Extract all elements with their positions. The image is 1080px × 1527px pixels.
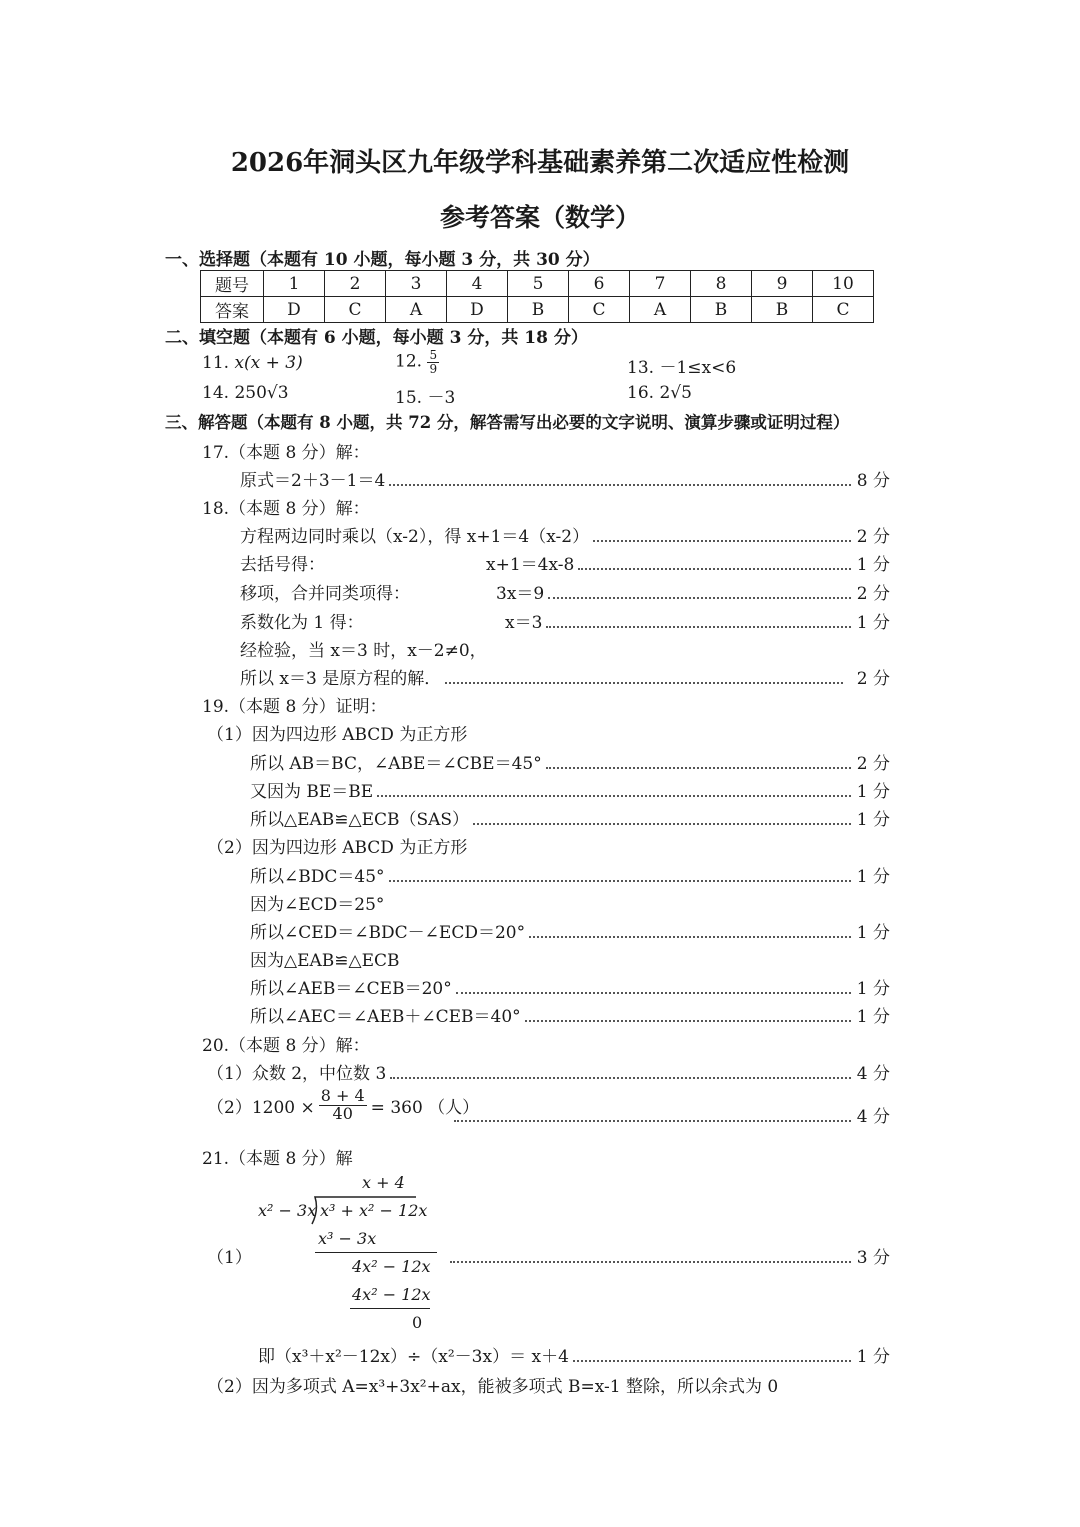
step-score: 4 分	[856, 1064, 890, 1084]
division-quotient: x + 4	[362, 1173, 405, 1192]
dot-leader	[450, 1261, 851, 1263]
fraction-numerator: 5	[429, 348, 438, 362]
step-text: （2）1200 ×	[207, 1097, 315, 1118]
q17-line	[240, 466, 890, 491]
division-rule	[350, 1308, 430, 1309]
q19-line-2	[250, 777, 890, 802]
step-text: = 360 （人）	[370, 1097, 480, 1118]
q19-line-5: 因为∠ECD＝25°	[250, 895, 385, 915]
q18-line-6	[240, 664, 890, 689]
table-cell: 10	[813, 271, 874, 297]
q18-line-5: 经检验，当 x＝3 时，x－2≠0，	[240, 641, 487, 661]
division-rule	[315, 1252, 437, 1253]
q20-score-row	[450, 1102, 890, 1127]
dot-leader	[578, 568, 850, 570]
division-remainder: 0	[412, 1313, 423, 1332]
question-number: 16.	[627, 383, 655, 403]
page-subtitle: 参考答案（数学）	[439, 203, 640, 232]
step-score: 3 分	[856, 1248, 890, 1268]
answer-14	[202, 383, 289, 403]
step-score: 2 分	[856, 669, 890, 689]
step-score: 1 分	[856, 555, 890, 575]
division-step-3: 4x² − 12x	[352, 1285, 431, 1304]
section2-heading: 二、填空题（本题有 6 小题，每小题 3 分，共 18 分）	[165, 328, 588, 348]
step-text: 所以∠BDC＝45°	[250, 867, 385, 887]
table-cell: C	[325, 297, 386, 323]
q18-line-1	[240, 522, 890, 547]
fraction-denominator: 40	[332, 1103, 353, 1123]
dot-leader	[546, 767, 851, 769]
division-divisor: x² − 3x	[258, 1201, 317, 1220]
step-score: 2 分	[856, 584, 890, 604]
table-cell: 6	[569, 271, 630, 297]
table-cell: 8	[691, 271, 752, 297]
step-text: 方程两边同时乘以（x-2），得 x+1＝4（x-2）	[240, 527, 590, 547]
q20-line-2	[207, 1088, 479, 1123]
table-row-answers	[201, 297, 874, 323]
step-text: x＝3	[505, 613, 543, 633]
step-score: 2 分	[856, 754, 890, 774]
step-score: 8 分	[856, 471, 890, 491]
division-step-1: x³ − 3x	[318, 1229, 377, 1248]
division-dividend: x³ + x² − 12x	[320, 1201, 428, 1220]
dot-leader	[573, 1360, 851, 1362]
dot-leader	[454, 1120, 851, 1122]
fraction-denominator: 9	[429, 361, 438, 376]
section3-heading: 三、解答题（本题有 8 小题，共 72 分，解答需写出必要的文字说明、演算步骤或证明过程）	[165, 413, 850, 432]
table-cell: 7	[630, 271, 691, 297]
dot-leader	[445, 682, 843, 684]
step-text: x+1＝4x-8	[486, 555, 575, 575]
q19-part2: （2）因为四边形 ABCD 为正方形	[207, 838, 468, 858]
answer-value: 2√5	[659, 383, 692, 403]
q20-heading: 20.（本题 8 分）解：	[202, 1036, 370, 1056]
q18-step-label: 去括号得：	[240, 555, 325, 575]
table-cell: B	[508, 297, 569, 323]
q19-heading: 19.（本题 8 分）证明：	[202, 697, 387, 717]
table-cell: 3	[386, 271, 447, 297]
answer-value: 250√3	[234, 383, 289, 403]
table-cell: D	[447, 297, 508, 323]
q19-line-1	[250, 749, 890, 774]
dot-leader	[377, 795, 851, 797]
q17-heading: 17.（本题 8 分）解：	[202, 443, 370, 463]
step-text: 所以 AB＝BC，∠ABE＝∠CBE＝45°	[250, 754, 542, 774]
q21-score-row-1	[446, 1243, 890, 1268]
step-text: 即（x³＋x²－12x）÷（x²－3x）＝ x＋4	[258, 1347, 569, 1367]
answer-15	[395, 383, 455, 408]
table-cell: 4	[447, 271, 508, 297]
section1-heading: 一、选择题（本题有 10 小题，每小题 3 分，共 30 分）	[165, 250, 600, 270]
step-score: 1 分	[856, 867, 890, 887]
question-number: 14.	[202, 383, 230, 403]
question-number: 12.	[395, 351, 423, 372]
dot-leader	[546, 626, 850, 628]
dot-leader	[456, 992, 851, 994]
dot-leader	[389, 484, 851, 486]
table-row-numbers	[201, 271, 874, 297]
table-cell: A	[630, 297, 691, 323]
q18-heading: 18.（本题 8 分）解：	[202, 499, 370, 519]
answer-value: －1≤x<6	[659, 358, 737, 378]
table-cell: B	[752, 297, 813, 323]
answer-16	[627, 383, 692, 403]
step-text: 所以△EAB≌△ECB（SAS）	[250, 810, 470, 830]
table-cell: 1	[264, 271, 325, 297]
table-cell: 5	[508, 271, 569, 297]
table-cell: 9	[752, 271, 813, 297]
q19-line-4	[250, 862, 890, 887]
table-cell: D	[264, 297, 325, 323]
q19-line-7: 因为△EAB≌△ECB	[250, 951, 400, 971]
step-text: 所以∠CED＝∠BDC－∠ECD＝20°	[250, 923, 526, 943]
q21-part1-label: （1）	[207, 1248, 252, 1268]
table-cell: 2	[325, 271, 386, 297]
q19-line-9	[250, 1002, 890, 1027]
step-score: 1 分	[856, 923, 890, 943]
fraction	[427, 349, 439, 375]
q18-line-3	[496, 579, 890, 604]
q20-line-1	[207, 1059, 890, 1084]
dot-leader	[473, 823, 851, 825]
question-number: 11.	[202, 353, 230, 373]
q21-line-2	[258, 1342, 890, 1367]
table-cell: C	[569, 297, 630, 323]
step-score: 4 分	[856, 1107, 890, 1127]
q19-part1: （1）因为四边形 ABCD 为正方形	[207, 725, 468, 745]
answer-13	[627, 353, 736, 378]
dot-leader	[529, 936, 851, 938]
step-text: 原式＝2＋3－1＝4	[240, 471, 386, 491]
dot-leader	[389, 880, 851, 882]
table-header-cell: 题号	[201, 271, 264, 297]
step-text: 所以∠AEB＝∠CEB＝20°	[250, 979, 452, 999]
dot-leader	[525, 1020, 851, 1022]
step-text: 3x＝9	[496, 584, 545, 604]
step-score: 1 分	[856, 782, 890, 802]
answer-value: －3	[427, 388, 456, 408]
dot-leader	[593, 540, 851, 542]
table-header-cell: 答案	[201, 297, 264, 323]
q21-heading: 21.（本题 8 分）解	[202, 1149, 353, 1169]
step-score: 1 分	[856, 1347, 890, 1367]
step-score: 1 分	[856, 1007, 890, 1027]
fraction-numerator: 8 + 4	[320, 1086, 365, 1105]
step-score: 1 分	[856, 613, 890, 633]
answer-12	[395, 349, 439, 375]
dot-leader	[390, 1077, 851, 1079]
step-text: 所以∠AEC＝∠AEB＋∠CEB＝40°	[250, 1007, 521, 1027]
q18-step-label: 系数化为 1 得：	[240, 613, 364, 633]
step-text: 又因为 BE＝BE	[250, 782, 374, 802]
q19-line-6	[250, 918, 890, 943]
dot-leader	[548, 597, 851, 599]
q18-step-label: 移项，合并同类项得：	[240, 584, 410, 604]
q18-line-2	[486, 550, 890, 575]
fraction	[319, 1088, 367, 1123]
answer-table	[200, 270, 874, 323]
step-score: 1 分	[856, 979, 890, 999]
page-title: 2026年洞头区九年级学科基础素养第二次适应性检测	[230, 148, 850, 178]
step-text: 所以 x＝3 是原方程的解．	[240, 669, 442, 689]
answer-11	[202, 353, 303, 373]
q18-line-4	[505, 608, 890, 633]
table-cell: B	[691, 297, 752, 323]
table-cell: C	[813, 297, 874, 323]
question-number: 13.	[627, 358, 655, 378]
q21-line-3: （2）因为多项式 A=x³+3x²+ax，能被多项式 B=x-1 整除，所以余式为 0	[207, 1377, 779, 1397]
step-text: （1）众数 2，中位数 3	[207, 1064, 387, 1084]
answer-value: x(x + 3)	[234, 353, 303, 373]
question-number: 15.	[395, 388, 423, 408]
q19-line-3	[250, 805, 890, 830]
q19-line-8	[250, 974, 890, 999]
table-cell: A	[386, 297, 447, 323]
step-score: 1 分	[856, 810, 890, 830]
step-score: 2 分	[856, 527, 890, 547]
division-step-2: 4x² − 12x	[352, 1257, 431, 1276]
